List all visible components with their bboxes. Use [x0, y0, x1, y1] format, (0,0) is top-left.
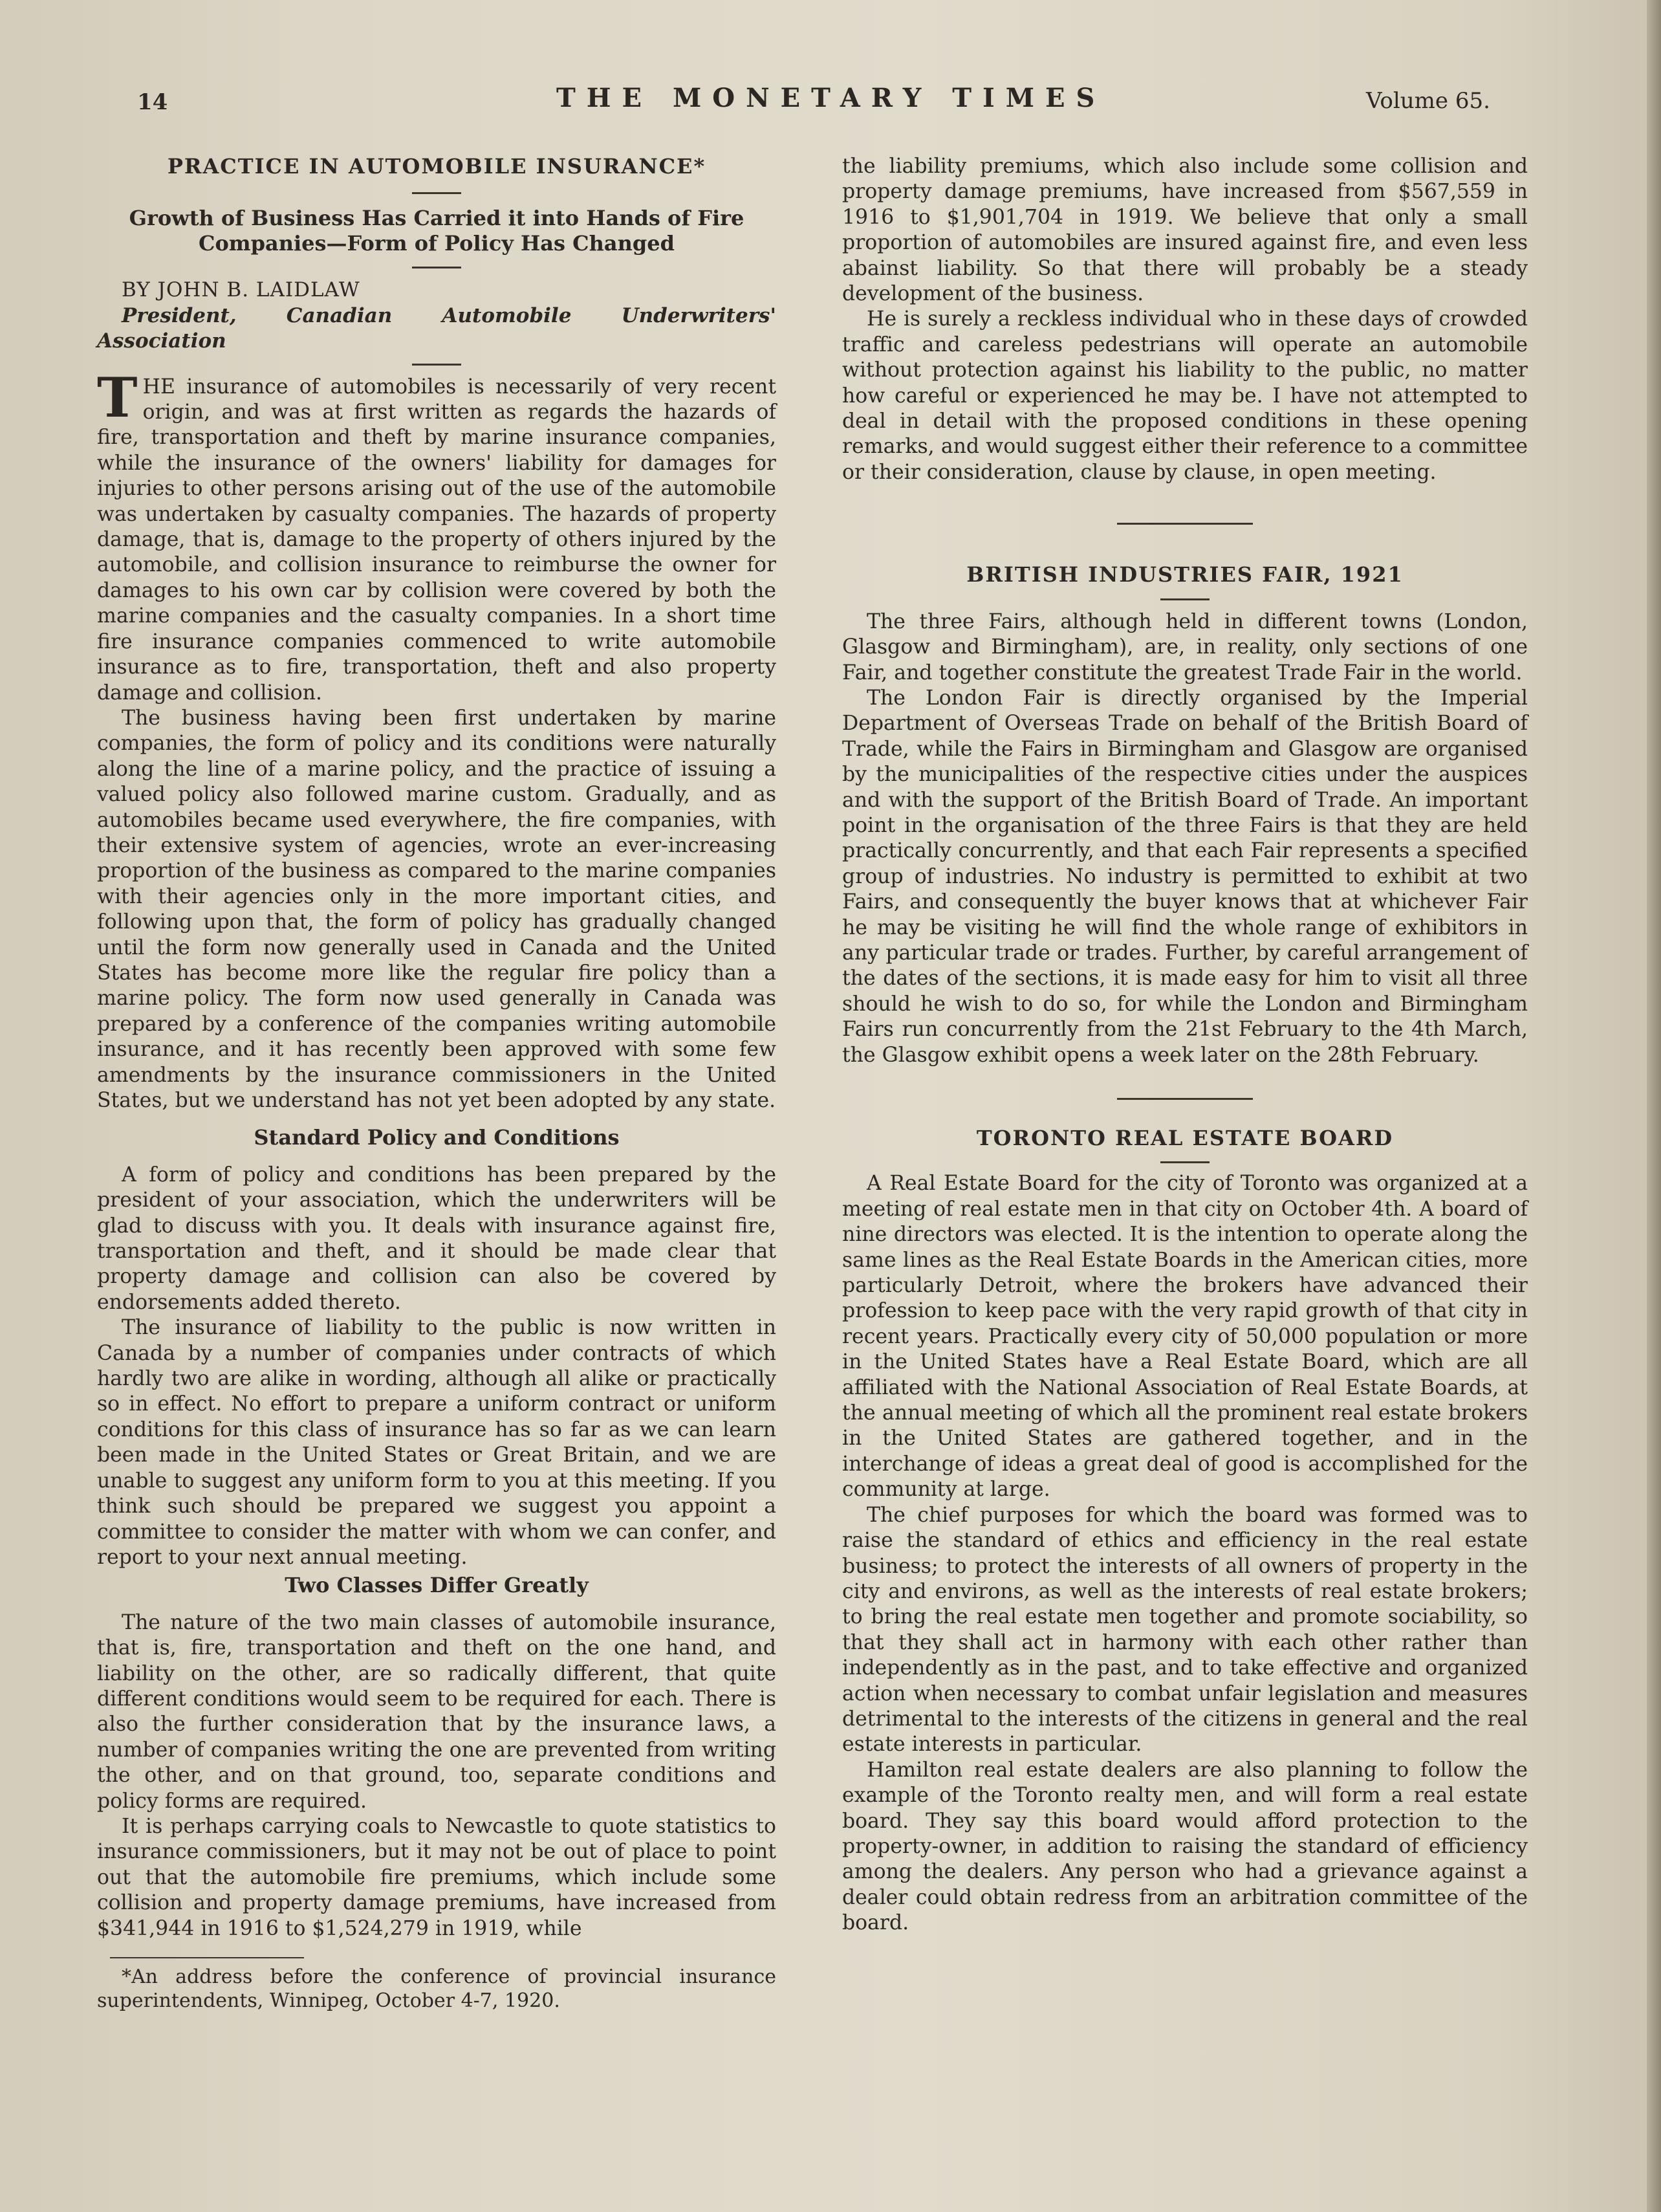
- divider: [1160, 1161, 1210, 1163]
- article-title: BRITISH INDUSTRIES FAIR, 1921: [966, 562, 1404, 587]
- author-affiliation: President, Canadian Automobile Underwriters' Association: [97, 303, 776, 353]
- section-divider: [1117, 523, 1253, 525]
- paragraph: He is surely a reckless individual who in these days of crowded traffic and careless pedestrians will operate an automobile without protection against his liability to the public, no matter how careful or experienced he may be. I have not attempted to deal in detail with the proposed conditions in these opening remarks, and would suggest either their reference to a committee or their consideration, clause by clause, in open meeting.: [842, 307, 1528, 484]
- divider: [412, 192, 461, 194]
- masthead: THE MONETARY TIMES: [556, 83, 1106, 113]
- right-column: [842, 154, 1528, 1936]
- left-column: [97, 154, 776, 2013]
- section-heading: Standard Policy and Conditions: [254, 1125, 620, 1150]
- article-subtitle: Growth of Business Has Carried it into Hands of Fire Companies—Form of Policy Has Changed: [129, 206, 744, 256]
- paragraph: A Real Estate Board for the city of Toronto was organized at a meeting of real estate men in that city on October 4th. A board of nine directors was elected. It is the intention to operate along the same lines as the Real Estate Boards in the American cities, more particularly Detroit, where the brokers have advanced their profession to keep pace with the very rapid growth of that city in recent years. Practically every city of 50,000 population or more in the United States have a Real Estate Board, which are all affiliated with the National Association of Real Estate Boards, at the annual meeting of which all the prominent real estate brokers in the United States are gathered together, and in the interchange of ideas a great deal of good is accomplished for the community at large.: [842, 1172, 1528, 1502]
- article-title: TORONTO REAL ESTATE BOARD: [976, 1126, 1394, 1150]
- paragraph: It is perhaps carrying coals to Newcastle to quote statistics to insurance commissioners, but it may not be out of place to point out that the automobile fire premiums, which include some collision and property damage premiums, have increased from $341,944 in 1916 to $1,524,279 in 1919, while: [97, 1814, 776, 1940]
- paragraph: [97, 365, 776, 706]
- article-title: PRACTICE IN AUTOMOBILE INSURANCE*: [167, 154, 706, 179]
- paragraph: The insurance of liability to the public is now written in Canada by a number of companies under contracts of which hardly two are alike in wording, although all alike or practically so in effect. No effort to prepare a uniform contract or uniform conditions for this class of insurance has so far as we can learn been made in the United States or Great Britain, and we are unable to suggest any uniform form to you at this meeting. If you think such should be prepared we suggest you appoint a committee to consider the matter with whom we can confer, and report to your next annual meeting.: [97, 1316, 776, 1569]
- paragraph: A form of policy and conditions has been prepared by the president of your association, which the underwriters will be glad to discuss with you. It deals with insurance against fire, transportation and theft, and it should be made clear that property damage and collision can also be covered by endorsements added thereto.: [97, 1163, 776, 1314]
- page-header: [0, 83, 1661, 122]
- paragraph: The nature of the two main classes of automobile insurance, that is, fire, transportation and theft on the one hand, and liability on the other, are so radically different, that quite different conditions would seem to be required for each. There is also the further consideration that by the insurance laws, a number of companies writing the one are prevented from writing the other, and on that ground, too, separate conditions and policy forms are required.: [97, 1610, 776, 1813]
- paragraph: The chief purposes for which the board was formed was to raise the standard of ethics and efficiency in the real estate business; to protect the interests of all owners of property in the city and environs, as well as the interests of real estate brokers; to bring the real estate men together and promote sociability, so that they shall act in harmony with each other rather than independently as in the past, and to take effective and organized action when necessary to combat unfair legislation and measures detrimental to the interests of the citizens in general and the real estate interests in particular.: [842, 1503, 1528, 1757]
- paragraph: Hamilton real estate dealers are also planning to follow the example of the Toronto realty men, and will form a real estate board. They say this board would afford protection to the property-owner, in addition to raising the standard of efficiency among the dealers. Any person who had a grievance against a dealer could obtain redress from an arbitration committee of the board.: [842, 1758, 1528, 1935]
- volume-label: Volume 65.: [1366, 88, 1490, 114]
- footnote-rule: [110, 1957, 304, 1958]
- page-number: 14: [137, 89, 168, 115]
- byline: BY JOHN B. LAIDLAW: [122, 278, 360, 302]
- divider: [412, 267, 461, 268]
- paragraph: The business having been first undertaken by marine companies, the form of policy and its conditions were naturally along the line of a marine policy, and the practice of issuing a valued policy also followed marine custom. Gradually, and as automobiles became used everywhere, the fire companies, with their extensive system of agencies, wrote an ever-increasing proportion of the business as compared to the marine companies with their agencies only in the more important cities, and following upon that, the form of policy has gradually changed until the form now generally used in Canada and the United States has become more like the regular fire policy than a marine policy. The form now used generally in Canada was prepared by a conference of the companies writing automobile insurance, and it has recently been approved with some few amendments by the insurance commissioners in the United States, but we understand has not yet been adopted by any state.: [97, 706, 776, 1112]
- paragraph: The three Fairs, although held in different towns (London, Glasgow and Birmingham), are, in reality, only sections of one Fair, and together constitute the greatest Trade Fair in the world.: [842, 609, 1528, 684]
- paragraph: The London Fair is directly organised by the Imperial Department of Overseas Trade on behalf of the British Board of Trade, while the Fairs in Birmingham and Glasgow are organised by the municipalities of the respective cities under the auspices and with the support of the British Board of Trade. An important point in the organisation of the three Fairs is that they are held practically concurrently, and that each Fair represents a specified group of industries. No industry is permitted to exhibit at two Fairs, and consequently the buyer knows that at whichever Fair he may be visiting he will find the whole range of exhibitors in any particular trade or trades. Further, by careful arrangement of the dates of the sections, it is made easy for him to visit all three should he wish to do so, for while the London and Birmingham Fairs run concurrently from the 21st February to the 4th March, the Glasgow exhibit opens a week later on the 28th February.: [842, 686, 1528, 1067]
- page-edge: [1647, 0, 1661, 2212]
- paragraph: the liability premiums, which also include some collision and property damage premiums, have increased from $567,559 in 1916 to $1,901,704 in 1919. We believe that only a small proportion of automobiles are insured against fire, and even less abainst liability. So that there will probably be a steady development of the business.: [842, 155, 1528, 306]
- drop-cap: T: [97, 365, 138, 430]
- footnote: *An address before the conference of provincial insurance superintendents, Winnipeg, October 4-7, 1920.: [97, 1966, 776, 2012]
- section-heading: Two Classes Differ Greatly: [285, 1573, 589, 1598]
- paragraph-text: HE insurance of automobiles is necessarily of very recent origin, and was at first written as regards the hazards of fire, transportation and theft by marine insurance companies, while the insurance of the owners' liability for damages for injuries to other persons arising out of the use of the automobile was undertaken by casualty companies. The hazards of property damage, that is, damage to the property of others injured by the automobile, and collision insurance to reimburse the owner for damages to his own car by collision were covered by both the marine companies and the casualty companies. In a short time fire insurance companies commenced to write automobile insurance as to fire, transportation, theft and also property damage and collision.: [97, 375, 776, 705]
- divider: [412, 364, 461, 366]
- section-divider: [1117, 1098, 1253, 1100]
- divider: [1160, 598, 1210, 600]
